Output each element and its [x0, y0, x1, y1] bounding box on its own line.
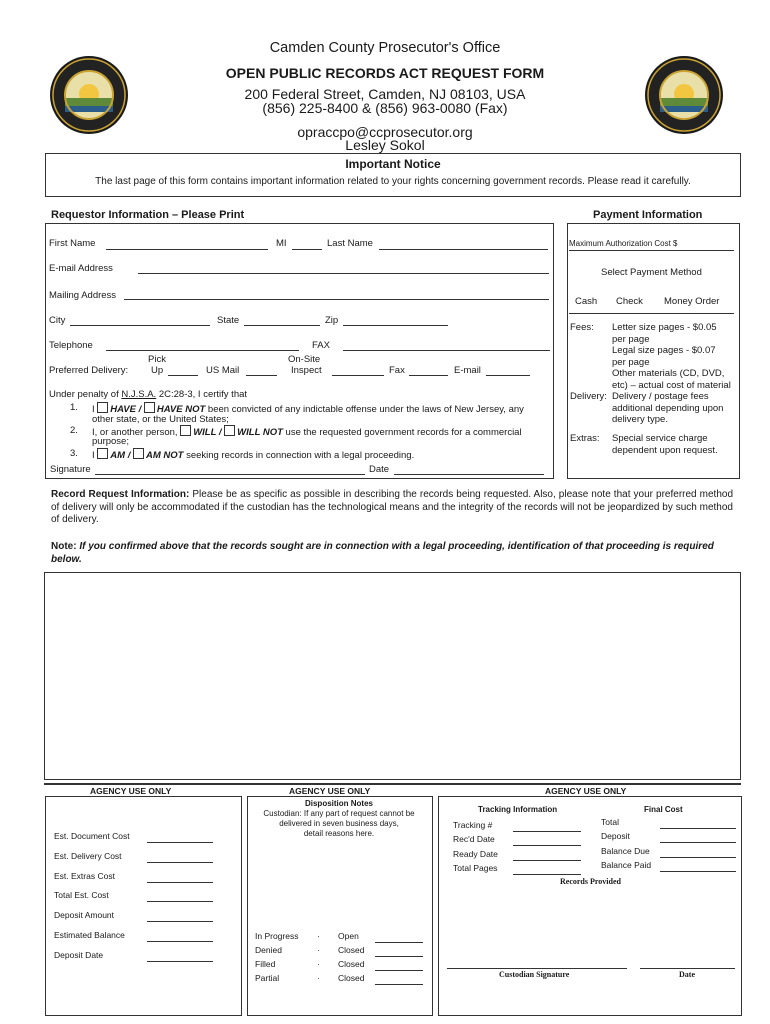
agency-cost-6-field[interactable] — [147, 961, 213, 962]
mi-label: MI — [276, 238, 287, 249]
tracking-0-label: Tracking # — [453, 820, 493, 830]
cert-1-number: 1. — [70, 402, 78, 413]
email-option[interactable] — [486, 375, 530, 376]
first-name-field[interactable] — [106, 249, 268, 250]
status-left-0-label: In Progress — [255, 931, 299, 941]
extras-text: Special service charge dependent upon request. — [612, 433, 718, 456]
status-1-field[interactable] — [375, 956, 423, 957]
final-cost-0-label: Total — [601, 817, 619, 827]
status-right-3-label: Closed — [338, 973, 365, 983]
agency-cost-5-field[interactable] — [147, 941, 213, 942]
fax-option[interactable] — [409, 375, 448, 376]
final-cost-1-label: Deposit — [601, 831, 630, 841]
agency-cost-4-label: Deposit Amount — [54, 910, 115, 920]
agency-cost-3-label: Total Est. Cost — [54, 890, 109, 900]
tracking-1-field[interactable] — [513, 845, 581, 846]
notice-title: Important Notice — [345, 157, 441, 171]
pickup-label-bottom: Up — [151, 365, 164, 376]
agency-cost-1-field[interactable] — [147, 862, 213, 863]
agency-cost-6-label: Deposit Date — [54, 950, 104, 960]
payment-divider — [569, 313, 734, 314]
tracking-2-field[interactable] — [513, 860, 581, 861]
final-cost-title: Final Cost — [644, 805, 683, 814]
tracking-1-label: Rec'd Date — [453, 834, 495, 844]
fees-text: Letter size pages - $0.05 per page Legal size pages - $0.07 per page Other materials (CD, DVD, etc) – actual cost of material — [612, 322, 731, 391]
pickup-label-top: Pick — [148, 354, 166, 365]
email-field[interactable] — [138, 273, 549, 274]
status-3-field[interactable] — [375, 984, 423, 985]
notice-text: The last page of this form contains important information related to your rights concerning government records. Please read it carefully. — [95, 176, 691, 187]
custodian-date-label: Date — [679, 970, 695, 979]
city-field[interactable] — [70, 325, 210, 326]
status-right-2-label: Closed — [338, 959, 365, 969]
office-phones: (856) 225-8400 & (856) 963-0080 (Fax) — [262, 100, 508, 116]
cert-2-continued: purpose; — [92, 436, 129, 447]
check-option[interactable]: Check — [616, 296, 643, 307]
telephone-field[interactable] — [106, 350, 299, 351]
delivery-label: Delivery: — [570, 391, 607, 402]
will-checkbox[interactable] — [180, 425, 191, 436]
zip-field[interactable] — [343, 325, 448, 326]
telephone-label: Telephone — [49, 340, 93, 351]
status-left-1-label: Denied — [255, 945, 282, 955]
record-request-textarea[interactable] — [44, 572, 741, 780]
agency-label-1: AGENCY USE ONLY — [90, 786, 172, 796]
office-address: 200 Federal Street, Camden, NJ 08103, USA — [244, 86, 526, 102]
status-left-2-label: Filled — [255, 959, 276, 969]
status-left-3-label: Partial — [255, 973, 280, 983]
date-label: Date — [369, 464, 390, 475]
cert-3-number: 3. — [70, 448, 78, 459]
pickup-option[interactable] — [168, 375, 198, 376]
legal-proceeding-note: Note: If you confirmed above that the records sought are in connection with a legal proceeding, identification of that proceeding is required below. — [51, 541, 714, 565]
record-request-info: Record Request Information: Please be as specific as possible in describing the records being requested. Also, please note that your preferred method of delivery will only be accommodated if the custodian has the technological means and the integrity of the records will not be jeopardized by such method of delivery. — [51, 489, 733, 525]
final-cost-2-field[interactable] — [660, 857, 736, 858]
agency-cost-0-label: Est. Document Cost — [54, 831, 130, 841]
agency-cost-box — [45, 796, 242, 1016]
disposition-instructions: Custodian: If any part of request cannot be delivered in seven business days, detail reasons here. — [263, 809, 415, 838]
office-name: Camden County Prosecutor's Office — [269, 40, 501, 56]
have-not-checkbox[interactable] — [144, 402, 155, 413]
requestor-heading: Requestor Information – Please Print — [51, 209, 245, 221]
payment-heading: Payment Information — [593, 209, 703, 221]
select-payment-label: Select Payment Method — [601, 267, 702, 278]
office-email: opraccpo@ccprosecutor.org — [297, 124, 473, 140]
tracking-3-label: Total Pages — [453, 863, 498, 873]
fax-label: FAX — [312, 340, 330, 351]
am-checkbox[interactable] — [97, 448, 108, 459]
mi-field[interactable] — [292, 249, 322, 250]
status-2-field[interactable] — [375, 970, 423, 971]
have-checkbox[interactable] — [97, 402, 108, 413]
status-separator: · — [317, 973, 320, 983]
first-name-label: First Name — [49, 238, 96, 249]
delivery-text: Delivery / postage fees additional depending upon delivery type. — [612, 391, 724, 425]
preferred-delivery-label: Preferred Delivery: — [49, 365, 129, 376]
agency-cost-5-label: Estimated Balance — [54, 930, 125, 940]
cash-option[interactable]: Cash — [575, 296, 598, 307]
email-option-label: E-mail — [454, 365, 481, 376]
agency-label-3: AGENCY USE ONLY — [545, 786, 627, 796]
final-cost-3-label: Balance Paid — [601, 860, 652, 870]
status-separator: · — [317, 959, 320, 969]
fees-label: Fees: — [570, 322, 594, 333]
am-not-checkbox[interactable] — [133, 448, 144, 459]
custodian-name: Lesley Sokol — [345, 137, 425, 153]
us-mail-label: US Mail — [206, 365, 240, 376]
penalty-statement: Under penalty of N.J.S.A. 2C:28-3, I certify that — [49, 389, 248, 400]
agency-cost-2-field[interactable] — [147, 882, 213, 883]
form-title: OPEN PUBLIC RECORDS ACT REQUEST FORM — [225, 65, 545, 81]
fax-field[interactable] — [343, 350, 550, 351]
records-provided-label: Records Provided — [560, 877, 621, 886]
custodian-signature-field[interactable] — [447, 968, 627, 969]
money-order-option[interactable]: Money Order — [664, 296, 720, 307]
status-0-field[interactable] — [375, 942, 423, 943]
tracking-0-field[interactable] — [513, 831, 581, 832]
status-right-0-label: Open — [338, 931, 359, 941]
custodian-date-field[interactable] — [640, 968, 735, 969]
city-label: City — [49, 315, 66, 326]
onsite-option[interactable] — [332, 375, 384, 376]
state-label: State — [217, 315, 240, 326]
date-field[interactable] — [394, 474, 544, 475]
status-separator: · — [317, 945, 320, 955]
max-auth-label: Maximum Authorization Cost $ — [569, 239, 678, 248]
last-name-label: Last Name — [327, 238, 373, 249]
onsite-label-bottom: Inspect — [291, 365, 322, 376]
extras-label: Extras: — [570, 433, 600, 444]
important-notice-box — [45, 153, 741, 197]
mailing-address-field[interactable] — [124, 299, 549, 300]
custodian-signature-label: Custodian Signature — [499, 970, 570, 979]
mailing-address-label: Mailing Address — [49, 290, 117, 301]
agency-cost-3-field[interactable] — [147, 901, 213, 902]
tracking-title: Tracking Information — [478, 805, 558, 814]
signature-field[interactable] — [95, 474, 365, 475]
cert-2-number: 2. — [70, 425, 78, 436]
cert-1: I HAVE / HAVE NOT been convicted of any indictable offense under the laws of New Jersey, any — [92, 404, 524, 415]
cert-3: I AM / AM NOT seeking records in connection with a legal proceeding. — [92, 450, 415, 461]
final-cost-2-label: Balance Due — [601, 846, 650, 856]
agency-cost-0-field[interactable] — [147, 842, 213, 843]
max-auth-field[interactable] — [569, 250, 734, 251]
cert-2: I, or another person, WILL / WILL NOT use the requested government records for a commercial — [92, 427, 522, 438]
email-label: E-mail Address — [49, 263, 113, 274]
agency-cost-4-field[interactable] — [147, 921, 213, 922]
disposition-title: Disposition Notes — [304, 799, 373, 808]
last-name-field[interactable] — [379, 249, 548, 250]
agency-divider — [44, 783, 741, 785]
zip-label: Zip — [325, 315, 339, 326]
signature-label: Signature — [50, 464, 91, 475]
tracking-3-field[interactable] — [513, 874, 581, 875]
tracking-2-label: Ready Date — [453, 849, 498, 859]
status-right-1-label: Closed — [338, 945, 365, 955]
final-cost-3-field[interactable] — [660, 871, 736, 872]
final-cost-0-field[interactable] — [660, 828, 736, 829]
final-cost-1-field[interactable] — [660, 842, 736, 843]
will-not-checkbox[interactable] — [224, 425, 235, 436]
fax-option-label: Fax — [389, 365, 405, 376]
agency-cost-1-label: Est. Delivery Cost — [54, 851, 122, 861]
cert-1-continued: other state, or the United States; — [92, 414, 229, 425]
state-field[interactable] — [244, 325, 320, 326]
agency-label-2: AGENCY USE ONLY — [289, 786, 371, 796]
status-separator: · — [317, 931, 320, 941]
agency-cost-2-label: Est. Extras Cost — [54, 871, 115, 881]
onsite-label-top: On-Site — [288, 354, 321, 365]
us-mail-option[interactable] — [246, 375, 277, 376]
